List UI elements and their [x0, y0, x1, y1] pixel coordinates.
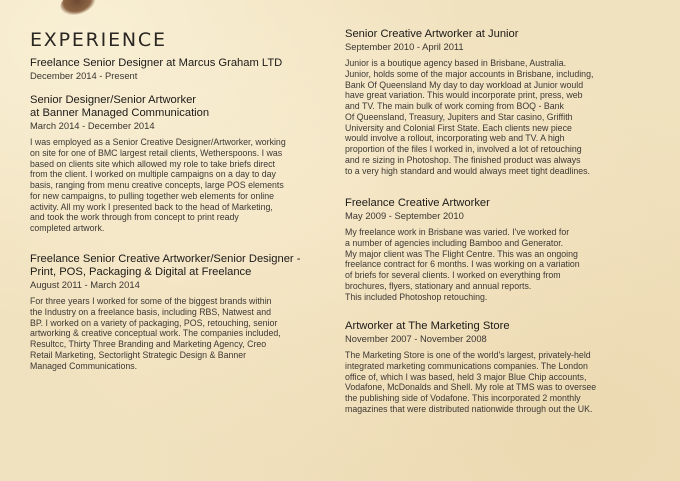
job-entry [30, 253, 335, 371]
section-heading: EXPERIENCE [30, 29, 167, 51]
job-description: The Marketing Store is one of the world's largest, privately-held integrated marketing communications companies. The London office of, which I was based, held 3 major Blue Chip accounts, Vodafone, McDonalds and Shell. My role at TMS was to oversee the publishing side of Vodafone. This incorporated 2 monthly magazines that were distributed nationwide through out the UK. [345, 350, 597, 414]
job-dates: August 2011 - March 2014 [30, 279, 140, 290]
job-description: My freelance work in Brisbane was varied. I've worked for a number of agencies including Bamboo and Generator. My major client was The Flight Centre. This was an ongoing freelance contract for 6 months. I was working on a variation of briefs for several clients. I worked on everything from brochures, flyers, stationary and annual reports. This included Photoshop retouching. [345, 227, 580, 302]
job-entry [30, 94, 335, 234]
job-title: Artworker at The Marketing Store [345, 320, 510, 332]
job-dates: December 2014 - Present [30, 70, 138, 81]
job-title: Freelance Senior Designer at Marcus Graham LTD [30, 57, 283, 69]
job-entry [30, 57, 335, 87]
job-description: Junior is a boutique agency based in Brisbane, Australia. Junior, holds some of the major accounts in Brisbane, including, Bank Of Queensland My day to day workload at Junior would have great variation. This would incorporate print, press, web and TV. The main bulk of work coming from BOQ - Bank Of Queensland, Treasury, Jupiters and Star casino, Griffith University and Colonial First State. Each clients new piece would involve a rollout, incorporating web and TV. A high proportion of the files I worked in, involved a lot of retouching and re sizing in Photoshop. The finished product was always to a very high standard and would always meet tight deadlines. [345, 58, 594, 176]
job-title: Print, POS, Packaging & Digital at Freelance [30, 266, 252, 278]
wood-decoration [57, 0, 98, 19]
job-title: Senior Designer/Senior Artworker [30, 94, 197, 106]
job-dates: March 2014 - December 2014 [30, 120, 155, 131]
job-entry [345, 320, 655, 415]
job-title: Freelance Creative Artworker [345, 197, 490, 209]
job-title: Freelance Senior Creative Artworker/Senior Designer - [30, 253, 301, 265]
job-entry [345, 197, 655, 302]
job-description: I was employed as a Senior Creative Designer/Artworker, working on site for one of BMC largest retail clients, Wetherspoons. I was based on clients site which allowed my role to take briefs direct from the client. I worked on multiple campaigns on a day to day basis, ranging from menu creative concepts, large POS elements for new campaigns, to pulling together web elements for online activity. All my work I presented back to the head of Marketing, and took the work through from concept to print ready completed artwork. [30, 137, 286, 233]
job-title: Senior Creative Artworker at Junior [345, 28, 519, 40]
job-dates: November 2007 - November 2008 [345, 333, 487, 344]
job-dates: May 2009 - September 2010 [345, 210, 464, 221]
job-entry [345, 28, 655, 176]
job-description: For three years I worked for some of the biggest brands within the Industry on a freelance basis, including RBS, Natwest and BP. I worked on a variety of packaging, POS, retouching, senior artworking & creative conceptual work. The companies included, Resultcc, Thirty Three Branding and Marketing Agency, Creo Retail Marketing, Sectorlight Strategic Design & Banner Managed Communications. [30, 296, 281, 371]
job-dates: September 2010 - April 2011 [345, 41, 464, 52]
job-title: at Banner Managed Communication [30, 107, 210, 119]
